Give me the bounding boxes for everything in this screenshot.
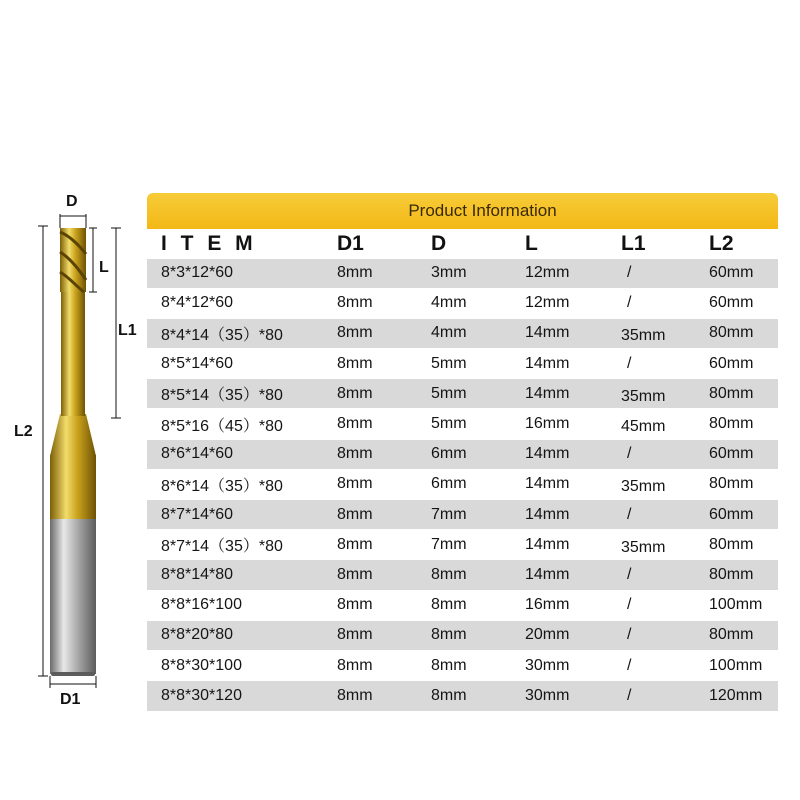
dim-l2-label: L2 — [14, 423, 33, 440]
cell-item: 8*5*14*60 — [147, 349, 323, 379]
cell-l: 12mm — [511, 258, 607, 288]
cell-l2: 80mm — [695, 318, 778, 348]
cell-d1: 8mm — [323, 530, 417, 560]
cell-l2: 60mm — [695, 500, 778, 530]
cell-l: 14mm — [511, 469, 607, 499]
cell-l: 14mm — [511, 318, 607, 348]
cell-l1: / — [607, 620, 695, 650]
cell-item: 8*6*14（35）*80 — [147, 469, 323, 499]
header-d: D — [417, 229, 511, 258]
cell-l: 14mm — [511, 530, 607, 560]
cell-l1: / — [607, 560, 695, 590]
table-row — [147, 288, 778, 318]
cell-l2: 80mm — [695, 409, 778, 439]
cell-d1: 8mm — [323, 409, 417, 439]
cell-l1: / — [607, 258, 695, 288]
cell-d: 4mm — [417, 318, 511, 348]
cell-d1: 8mm — [323, 288, 417, 318]
cell-item: 8*8*14*80 — [147, 560, 323, 590]
cell-l2: 80mm — [695, 530, 778, 560]
cell-d: 7mm — [417, 500, 511, 530]
cell-l2: 80mm — [695, 379, 778, 409]
cell-d: 3mm — [417, 258, 511, 288]
cell-l1: 35mm — [607, 530, 695, 560]
cell-d1: 8mm — [323, 560, 417, 590]
cell-l2: 80mm — [695, 469, 778, 499]
shank-steel — [50, 518, 96, 674]
cell-l1: / — [607, 590, 695, 620]
cell-item: 8*7*14*60 — [147, 500, 323, 530]
product-info-table — [147, 193, 778, 711]
cell-d1: 8mm — [323, 681, 417, 711]
dim-d-label: D — [66, 193, 78, 210]
cell-item: 8*8*30*120 — [147, 681, 323, 711]
cell-d: 8mm — [417, 681, 511, 711]
cell-l1: / — [607, 288, 695, 318]
cell-item: 8*8*30*100 — [147, 650, 323, 680]
cell-l2: 60mm — [695, 439, 778, 469]
cell-d1: 8mm — [323, 439, 417, 469]
cell-d: 8mm — [417, 590, 511, 620]
table-row — [147, 650, 778, 680]
cell-item: 8*5*14（35）*80 — [147, 379, 323, 409]
table-row — [147, 409, 778, 439]
cell-l2: 80mm — [695, 560, 778, 590]
cell-l: 16mm — [511, 409, 607, 439]
table-row — [147, 590, 778, 620]
table-row — [147, 379, 778, 409]
cell-l2: 80mm — [695, 620, 778, 650]
neck-taper — [50, 414, 96, 456]
header-l1: L1 — [607, 229, 695, 258]
cell-item: 8*5*16（45）*80 — [147, 409, 323, 439]
header-item: I T E M — [147, 229, 323, 258]
header-d1: D1 — [323, 229, 417, 258]
header-l2: L2 — [695, 229, 778, 258]
cell-d1: 8mm — [323, 650, 417, 680]
cell-d1: 8mm — [323, 620, 417, 650]
table-row — [147, 349, 778, 379]
cell-l: 30mm — [511, 650, 607, 680]
table-row — [147, 560, 778, 590]
cell-l: 14mm — [511, 439, 607, 469]
cell-l: 14mm — [511, 560, 607, 590]
cell-l2: 100mm — [695, 590, 778, 620]
dim-l-label: L — [99, 259, 109, 276]
cell-item: 8*4*12*60 — [147, 288, 323, 318]
cell-d: 8mm — [417, 560, 511, 590]
cell-l: 12mm — [511, 288, 607, 318]
table-row — [147, 258, 778, 288]
cell-d1: 8mm — [323, 500, 417, 530]
cell-d: 5mm — [417, 349, 511, 379]
header-l: L — [511, 229, 607, 258]
cell-d1: 8mm — [323, 318, 417, 348]
cell-l1: / — [607, 650, 695, 680]
cell-l2: 100mm — [695, 650, 778, 680]
cell-d: 7mm — [417, 530, 511, 560]
cell-l1: / — [607, 349, 695, 379]
cell-item: 8*3*12*60 — [147, 258, 323, 288]
cell-d: 5mm — [417, 379, 511, 409]
cell-l1: 35mm — [607, 318, 695, 348]
cell-l1: / — [607, 439, 695, 469]
table-header-row — [147, 229, 778, 258]
cell-l: 30mm — [511, 681, 607, 711]
dim-l1-label: L1 — [118, 322, 137, 339]
table-row — [147, 500, 778, 530]
cell-item: 8*4*14（35）*80 — [147, 318, 323, 348]
shank-chamfer — [51, 672, 95, 676]
cell-l: 14mm — [511, 349, 607, 379]
table-title-row — [147, 193, 778, 229]
cell-item: 8*6*14*60 — [147, 439, 323, 469]
table-row — [147, 469, 778, 499]
cell-l2: 60mm — [695, 288, 778, 318]
cell-item: 8*7*14（35）*80 — [147, 530, 323, 560]
cell-l: 14mm — [511, 500, 607, 530]
cell-l1: 45mm — [607, 409, 695, 439]
cell-l1: / — [607, 500, 695, 530]
cell-l2: 120mm — [695, 681, 778, 711]
table-row — [147, 318, 778, 348]
table-title: Product Information — [147, 193, 778, 229]
cell-d: 8mm — [417, 650, 511, 680]
cell-d1: 8mm — [323, 379, 417, 409]
cell-l: 16mm — [511, 590, 607, 620]
end-mill-drawing — [0, 0, 150, 800]
cell-d: 6mm — [417, 469, 511, 499]
cell-d: 6mm — [417, 439, 511, 469]
cell-d1: 8mm — [323, 590, 417, 620]
cell-item: 8*8*16*100 — [147, 590, 323, 620]
cell-d1: 8mm — [323, 349, 417, 379]
table-row — [147, 439, 778, 469]
cell-d1: 8mm — [323, 469, 417, 499]
cell-l: 20mm — [511, 620, 607, 650]
table-row — [147, 530, 778, 560]
table-body — [147, 258, 778, 711]
cell-d: 8mm — [417, 620, 511, 650]
cell-d: 4mm — [417, 288, 511, 318]
shank-gold — [50, 455, 96, 519]
cell-l2: 60mm — [695, 258, 778, 288]
cell-l2: 60mm — [695, 349, 778, 379]
cell-d1: 8mm — [323, 258, 417, 288]
cell-d: 5mm — [417, 409, 511, 439]
cell-l: 14mm — [511, 379, 607, 409]
table-row — [147, 620, 778, 650]
cell-l1: 35mm — [607, 379, 695, 409]
neck — [61, 290, 85, 416]
cell-item: 8*8*20*80 — [147, 620, 323, 650]
table-row — [147, 681, 778, 711]
dim-d1-label: D1 — [60, 691, 81, 708]
cell-l1: 35mm — [607, 469, 695, 499]
cell-l1: / — [607, 681, 695, 711]
